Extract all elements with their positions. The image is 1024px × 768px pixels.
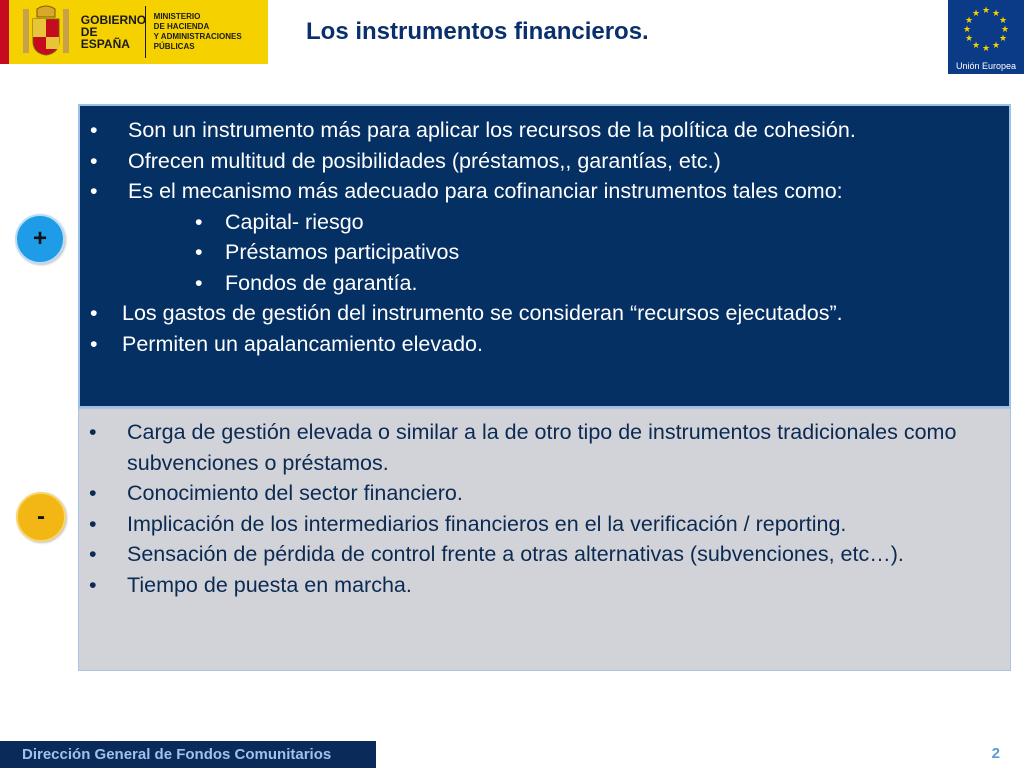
bullet: • — [89, 572, 97, 597]
plus-badge: + — [15, 214, 65, 264]
eu-logo — [948, 0, 1024, 74]
item-text: Carga de gestión elevada o similar a la de otro tipo de instrumentos tradicionales como subvenciones o préstamos. — [127, 420, 957, 475]
svg-text:★: ★ — [991, 41, 1001, 51]
logo-divider — [145, 6, 146, 58]
gov-name — [80, 13, 147, 51]
bullet: • — [90, 301, 98, 325]
svg-text:★: ★ — [964, 34, 974, 44]
bullet: • — [89, 511, 97, 536]
svg-text:★: ★ — [971, 9, 981, 19]
item-text: Tiempo de puesta en marcha. — [127, 572, 412, 597]
bullet: • — [195, 240, 203, 264]
item-text: Implicación de los intermediarios financieros en el la verificación / reporting. — [127, 511, 847, 536]
sub-list-item — [90, 237, 1005, 268]
svg-text:★: ★ — [998, 34, 1008, 44]
svg-text:★: ★ — [971, 41, 981, 51]
bullet: • — [195, 270, 203, 295]
item-text: Son un instrumento más para aplicar los recursos de la política de cohesión. — [128, 118, 856, 142]
ministry-line2: DE HACIENDA — [153, 22, 210, 31]
bullet: • — [90, 179, 98, 203]
item-text: Ofrecen multitud de posibilidades (préstamos,, garantías, etc.) — [128, 148, 721, 173]
bullet: • — [195, 209, 203, 234]
item-text: Capital- riesgo — [225, 209, 364, 234]
svg-text:★: ★ — [981, 44, 991, 54]
bullet: • — [89, 420, 97, 444]
bullet: • — [90, 148, 98, 173]
gov-line1: GOBIERNO — [80, 13, 147, 27]
svg-text:★: ★ — [998, 16, 1008, 26]
eu-stars-icon — [948, 0, 1024, 60]
gov-line2: DE ESPAÑA — [80, 25, 130, 51]
list-item — [89, 570, 1004, 601]
ministry-line1: MINISTERIO — [153, 12, 201, 21]
ministry-name — [154, 12, 268, 52]
list-item — [90, 146, 1005, 177]
minus-badge: - — [16, 492, 66, 542]
bullet: • — [89, 542, 97, 566]
item-text: Sensación de pérdida de control frente a otras alternativas (subvenciones, etc…). — [127, 542, 904, 566]
disadvantages-box — [78, 408, 1011, 671]
bullet: • — [89, 481, 97, 505]
coat-of-arms-icon — [17, 3, 75, 61]
bullet: • — [90, 331, 98, 356]
sub-list-item — [90, 207, 1005, 238]
bullet: • — [90, 118, 98, 142]
footer-org: Dirección General de Fondos Comunitarios — [0, 741, 376, 768]
item-text: Conocimiento del sector financiero. — [127, 481, 463, 505]
svg-text:★: ★ — [964, 16, 974, 26]
list-item — [90, 115, 1005, 146]
page-number: 2 — [991, 745, 1000, 762]
item-text: Permiten un apalancamiento elevado. — [122, 331, 483, 356]
item-text: Es el mecanismo más adecuado para cofinanciar instrumentos tales como: — [128, 179, 843, 203]
list-item — [90, 329, 1005, 360]
advantages-box — [78, 104, 1011, 408]
list-item — [89, 509, 1004, 540]
advantages-list — [90, 115, 1005, 359]
list-item — [90, 176, 1005, 207]
gobierno-de-espana-logo — [0, 0, 268, 64]
item-text: Préstamos participativos — [225, 240, 460, 264]
slide-title: Los instrumentos financieros. — [306, 18, 649, 45]
svg-text:★: ★ — [981, 6, 991, 16]
ministry-line3: Y ADMINISTRACIONES PÚBLICAS — [153, 32, 242, 51]
list-item — [90, 298, 1005, 329]
svg-text:★: ★ — [962, 25, 972, 35]
item-text: Fondos de garantía. — [225, 270, 418, 295]
list-item — [89, 478, 1004, 509]
eu-label: Unión Europea — [955, 61, 1017, 71]
disadvantages-list — [89, 417, 1004, 600]
item-text: Los gastos de gestión del instrumento se consideran “recursos ejecutados”. — [122, 301, 843, 325]
list-item — [89, 417, 1004, 478]
svg-text:★: ★ — [1000, 25, 1010, 35]
list-item — [89, 539, 1004, 570]
flag-stripe — [0, 0, 9, 64]
sub-list-item — [90, 268, 1005, 299]
svg-text:★: ★ — [991, 9, 1001, 19]
